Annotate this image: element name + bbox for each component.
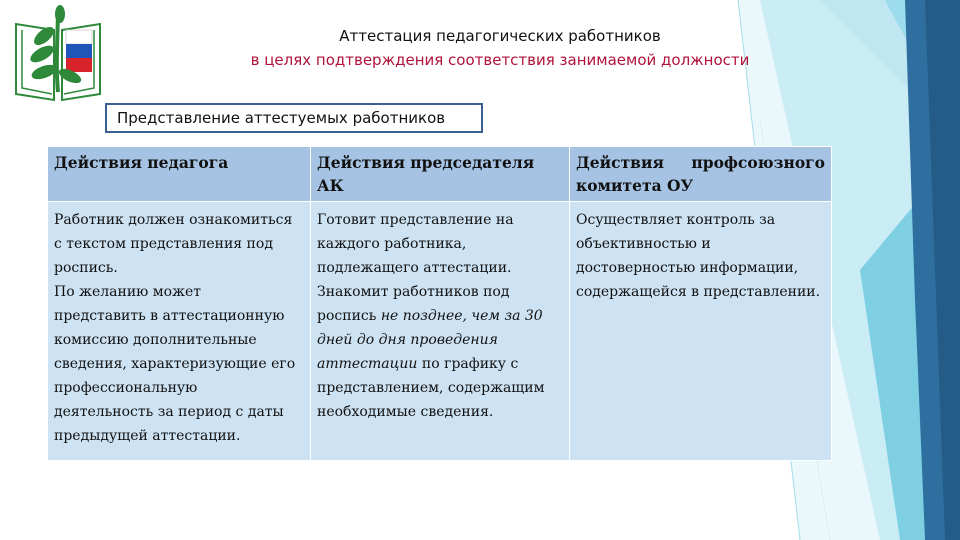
chairman-line: представлением, содержащим	[317, 380, 545, 396]
union-line: Осуществляет контроль за	[576, 212, 776, 228]
page-title: Аттестация педагогических работников	[339, 27, 661, 45]
union-logo-icon	[8, 2, 108, 102]
actions-table	[47, 146, 832, 461]
cell-union-actions	[570, 202, 832, 461]
chairman-line: Готовит представление на	[317, 212, 514, 228]
teacher-line: с текстом представления под	[54, 236, 273, 252]
chairman-deadline-emphasis: аттестации	[317, 356, 418, 372]
teacher-line: роспись.	[54, 260, 118, 276]
chairman-deadline-emphasis: не позднее, чем за 30	[380, 308, 543, 324]
page-subtitle: в целях подтверждения соответствия занимаемой должности	[250, 51, 750, 69]
section-label: Представление аттестуемых работников	[105, 103, 483, 133]
chairman-line: подлежащего аттестации.	[317, 260, 512, 276]
chairman-line	[317, 304, 563, 328]
teacher-line: представить в аттестационную	[54, 308, 285, 324]
chairman-text: роспись	[317, 308, 381, 324]
teacher-line: сведения, характеризующие его	[54, 356, 296, 372]
cell-chairman-actions	[311, 202, 570, 461]
col-header-chairman: Действия председателя АК	[311, 147, 570, 202]
col-header-teacher: Действия педагога	[48, 147, 311, 202]
teacher-line: Работник должен ознакомиться	[54, 212, 293, 228]
union-line: содержащейся в представлении.	[576, 284, 821, 300]
cell-teacher-actions	[48, 202, 311, 461]
col-header-union-w2: профсоюзного	[691, 153, 825, 172]
chairman-text: по графику с	[417, 356, 519, 372]
table-row	[48, 202, 832, 461]
teacher-line: деятельность за период с даты	[54, 404, 284, 420]
teacher-line: профессиональную	[54, 380, 198, 396]
teacher-line: предыдущей аттестации.	[54, 428, 241, 444]
col-header-union	[570, 147, 832, 202]
chairman-line: необходимые сведения.	[317, 404, 494, 420]
teacher-line: комиссию дополнительные	[54, 332, 257, 348]
teacher-line: По желанию может	[54, 284, 202, 300]
col-header-union-w1: Действия	[576, 153, 664, 172]
chairman-line	[317, 352, 563, 376]
union-line: объективностью и	[576, 236, 711, 252]
col-header-union-w3: комитета ОУ	[576, 176, 694, 195]
table-header-row	[48, 147, 832, 202]
chairman-line: Знакомит работников под	[317, 284, 510, 300]
chairman-deadline-emphasis: дней до дня проведения	[317, 332, 498, 348]
chairman-line: каждого работника,	[317, 236, 467, 252]
union-line: достоверностью информации,	[576, 260, 799, 276]
